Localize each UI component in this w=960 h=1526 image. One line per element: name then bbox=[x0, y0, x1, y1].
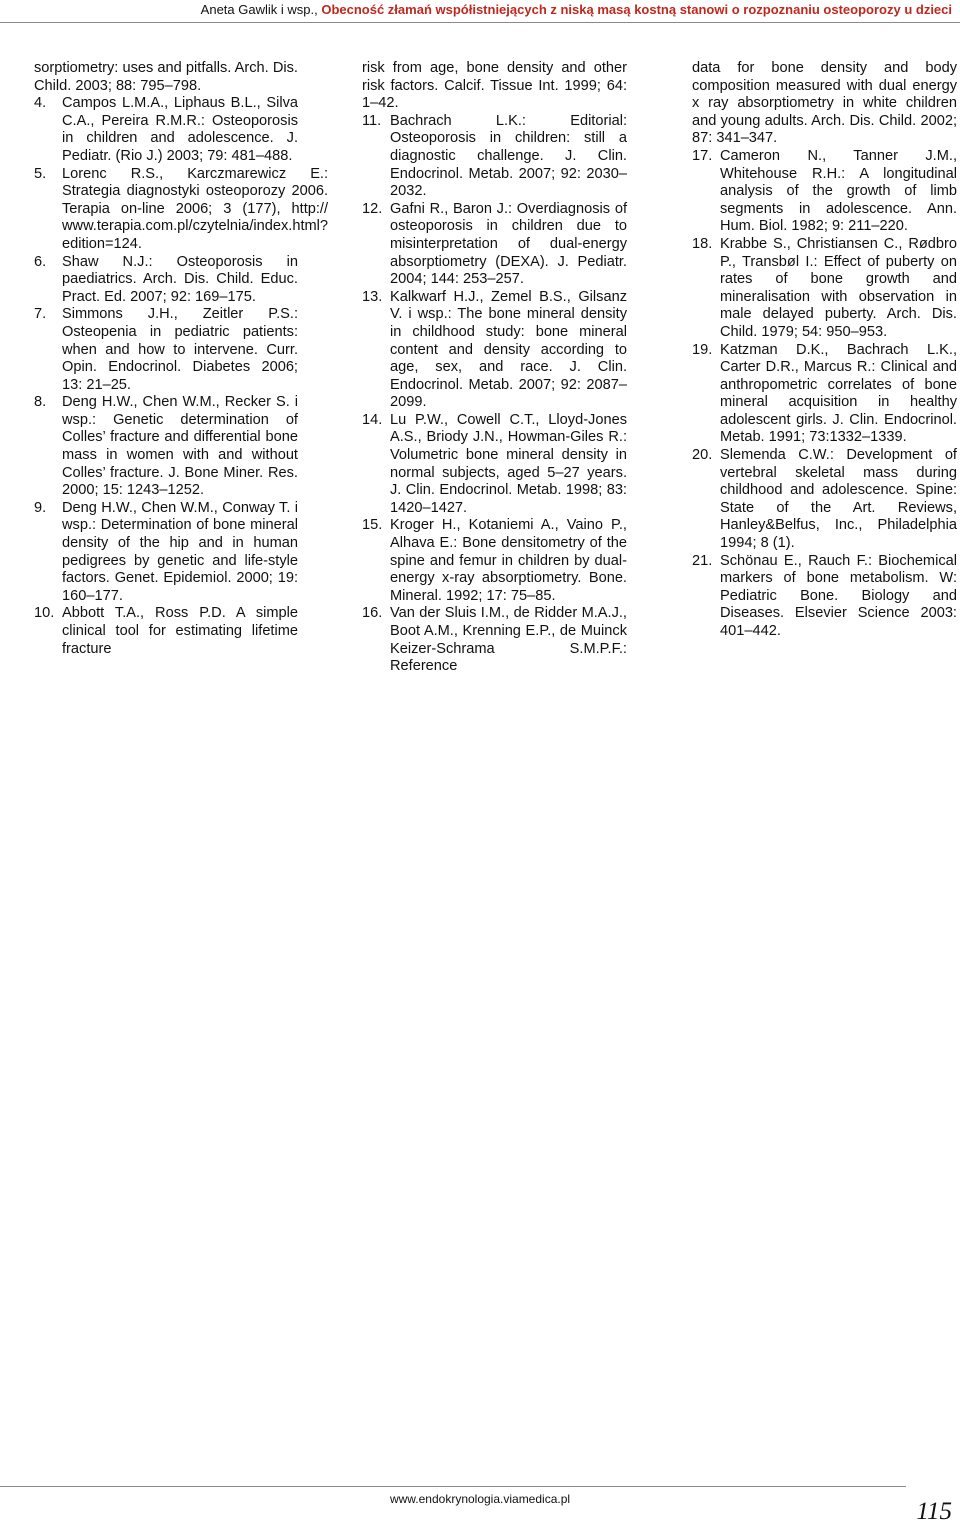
references-column-middle bbox=[362, 60, 627, 676]
reference-number: 5. bbox=[34, 165, 47, 182]
reference-item bbox=[692, 148, 957, 236]
reference-item bbox=[362, 289, 627, 412]
reference-item bbox=[692, 447, 957, 553]
reference-item bbox=[692, 236, 957, 342]
reference-text: Deng H.W., Chen W.M., Conway T. i wsp.: Determination of bone mineral density of the hip and in human pedigrees by genetic and life-style factors. Genet. Epidemiol. 2000; 19: 160–177. bbox=[62, 499, 298, 604]
reference-text: Deng H.W., Chen W.M., Recker S. i wsp.: Genetic determination of Colles’ fracture and differential bone mass in women with and without Colles’ fracture. J. Bone Miner. Res. 2000; 15: 1243–1252. bbox=[62, 394, 298, 499]
reference-item bbox=[34, 95, 298, 165]
reference-item bbox=[362, 412, 627, 518]
header-title: Obecność złamań współistniejących z niską masą kostną stanowi o rozpoznaniu osteoporozy u dzieci bbox=[321, 2, 952, 17]
reference-number: 13. bbox=[362, 288, 383, 305]
reference-text: Campos L.M.A., Liphaus B.L., Silva C.A., Pereira R.M.R.: Osteoporosis in children and adolescence. J. Pediatr. (Rio J.) 2003; 79: 481–488. bbox=[62, 95, 298, 164]
reference-number: 19. bbox=[692, 341, 713, 358]
reference-item bbox=[692, 342, 957, 448]
reference-number: 17. bbox=[692, 147, 713, 164]
reference-text: Van der Sluis I.M., de Ridder M.A.J., Boot A.M., Krenning E.P., de Muinck Keizer-Schrama S.M.P.F.: Reference bbox=[390, 605, 627, 675]
reference-item bbox=[692, 553, 957, 641]
reference-text: Simmons J.H., Zeitler P.S.: Osteopenia in pediatric patients: when and how to intervene. Curr. Opin. Endocrinol. Diabetes 2006; 13: 21–25. bbox=[62, 306, 298, 393]
reference-item bbox=[362, 517, 627, 605]
reference-item bbox=[34, 306, 298, 394]
reference-number: 16. bbox=[362, 605, 383, 622]
reference-text: Abbott T.A., Ross P.D. A simple clinical tool for estimating lifetime fracture bbox=[62, 605, 298, 657]
references-column-right bbox=[692, 60, 957, 641]
reference-number: 11. bbox=[362, 112, 382, 129]
reference-continuation: data for bone density and body composition measured with dual energy x ray absorptiometry in white children and young adults. Arch. Dis. Child. 2002; 87: 341–347. bbox=[692, 60, 957, 147]
reference-text: Slemenda C.W.: Development of vertebral skeletal mass during childhood and adolescence. Spine: State of the Art. Reviews, Hanley&Belfus, Inc., Philadelphia 1994; 8 (1). bbox=[720, 447, 957, 552]
reference-continuation: risk from age, bone density and other risk factors. Calcif. Tissue Int. 1999; 64: 1–42. bbox=[362, 60, 627, 112]
reference-number: 18. bbox=[692, 235, 713, 252]
reference-text: Krabbe S., Christiansen C., Rødbro P., Transbøl I.: Effect of puberty on rates of bone growth and mineralisation with observation in male delayed puberty. Arch. Dis. Child. 1979; 54: 950–953. bbox=[720, 235, 957, 340]
reference-item bbox=[362, 605, 627, 675]
reference-text: Cameron N., Tanner J.M., Whitehouse R.H.: A longitudinal analysis of the growth of limb segments in adolescence. Ann. Hum. Biol. 1982; 9: 211–220. bbox=[720, 147, 957, 235]
reference-text: Kalkwarf H.J., Zemel B.S., Gilsanz V. i wsp.: The bone mineral density in childhood study: bone mineral content and density according to age, sex, and race. J. Clin. Endocrinol. Metab. 2007; 92: 2087–2099. bbox=[390, 288, 627, 411]
reference-number: 15. bbox=[362, 517, 383, 534]
page-number: 115 bbox=[916, 1498, 952, 1525]
footer-rule bbox=[0, 1486, 906, 1487]
reference-number: 10. bbox=[34, 605, 55, 622]
reference-number: 4. bbox=[34, 95, 47, 112]
reference-number: 20. bbox=[692, 447, 713, 464]
reference-text: Bachrach L.K.: Editorial: Osteoporosis in children: still a diagnostic challenge. J. Clin. Endocrinol. Metab. 2007; 92: 2030–2032. bbox=[390, 112, 627, 200]
reference-item bbox=[34, 605, 298, 658]
reference-continuation: sorptiometry: uses and pitfalls. Arch. Dis. Child. 2003; 88: 795–798. bbox=[34, 60, 298, 94]
running-header bbox=[0, 0, 960, 23]
reference-number: 9. bbox=[34, 499, 47, 516]
reference-text: Katzman D.K., Bachrach L.K., Carter D.R., Marcus R.: Clinical and anthropometric correlates of bone mineral acquisition in healthy adolescent girls. J. Clin. Endocrinol. Metab. 1991; 73:1332–1339. bbox=[720, 341, 957, 446]
reference-item bbox=[34, 165, 329, 254]
reference-item bbox=[34, 500, 298, 606]
reference-number: 12. bbox=[362, 200, 383, 217]
reference-text: Lorenc R.S., Karczmarewicz E.: Strategia diagnostyki osteoporozy 2006. Terapia on-line 2006; 3 (177), http:// www.terapia.com.pl/czytelnia/index.html?edition=124. bbox=[62, 165, 329, 252]
reference-number: 8. bbox=[34, 394, 47, 411]
reference-number: 7. bbox=[34, 306, 47, 323]
reference-item bbox=[362, 113, 627, 201]
header-separator: , bbox=[314, 2, 322, 17]
reference-number: 6. bbox=[34, 253, 47, 270]
reference-number: 21. bbox=[692, 552, 713, 569]
reference-text: Gafni R., Baron J.: Overdiagnosis of osteoporosis in children due to misinterpretation of dual-energy absorptiometry (DEXA). J. Pediatr. 2004; 144: 253–257. bbox=[390, 200, 627, 288]
reference-text: Shaw N.J.: Osteoporosis in paediatrics. Arch. Dis. Child. Educ. Pract. Ed. 2007; 92: 169–175. bbox=[62, 253, 298, 305]
reference-number: 14. bbox=[362, 411, 383, 428]
reference-item bbox=[34, 394, 298, 500]
reference-text: Kroger H., Kotaniemi A., Vaino P., Alhava E.: Bone densitometry of the spine and femur in children by dual-energy x-ray absorptiometry. Bone. Mineral. 1992; 17: 75–85. bbox=[390, 517, 627, 604]
reference-text: Lu P.W., Cowell C.T., Lloyd-Jones A.S., Briody J.N., Howman-Giles R.: Volumetric bone mineral density in normal subjects, aged 5–27 years. J. Clin. Endocrinol. Metab. 1998; 83: 1420–1427. bbox=[390, 411, 627, 516]
header-author: Aneta Gawlik i wsp. bbox=[200, 2, 315, 17]
footer-url: www.endokrynologia.viamedica.pl bbox=[389, 1492, 571, 1506]
reference-item bbox=[362, 201, 627, 289]
reference-text: Schönau E., Rauch F.: Biochemical markers of bone metabolism. W: Pediatric Bone. Biology and Diseases. Elsevier Science 2003: 401–442. bbox=[720, 552, 957, 639]
references-column-left bbox=[34, 60, 329, 658]
reference-item bbox=[34, 254, 298, 307]
